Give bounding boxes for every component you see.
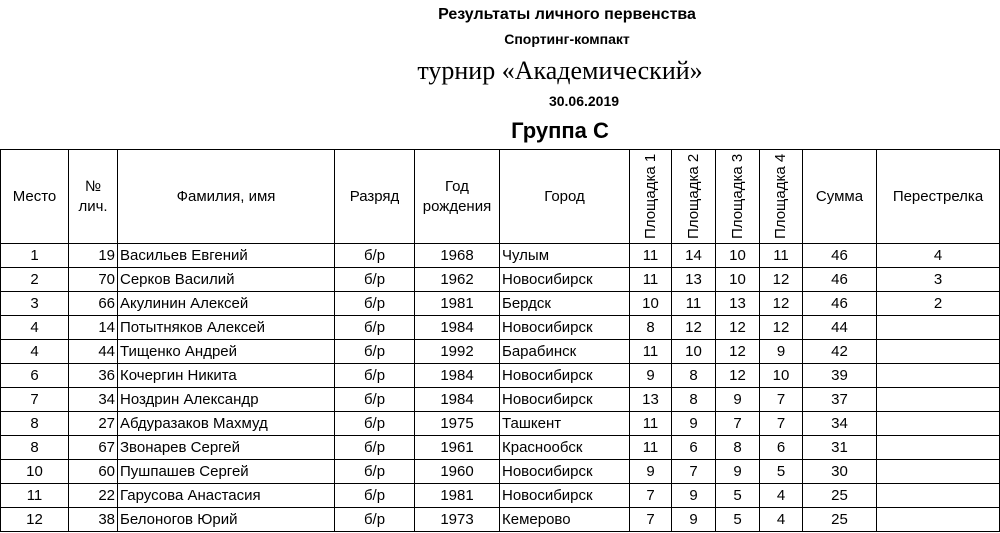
cell-name: Звонарев Сергей	[118, 436, 335, 460]
cell-num: 36	[69, 364, 118, 388]
table-row	[1, 412, 1000, 436]
cell-place: 4	[1, 316, 69, 340]
cell-p3: 9	[716, 388, 760, 412]
table-row	[1, 460, 1000, 484]
cell-sum: 25	[803, 508, 877, 532]
cell-p4: 11	[760, 244, 803, 268]
cell-place: 3	[1, 292, 69, 316]
cell-year: 1984	[415, 388, 500, 412]
col-header-rank: Разряд	[335, 150, 415, 244]
table-row	[1, 268, 1000, 292]
cell-name: Пушпашев Сергей	[118, 460, 335, 484]
col-header-sum: Сумма	[803, 150, 877, 244]
table-row	[1, 508, 1000, 532]
cell-num: 67	[69, 436, 118, 460]
cell-p1: 11	[630, 244, 672, 268]
cell-place: 8	[1, 436, 69, 460]
cell-p1: 11	[630, 340, 672, 364]
cell-num: 38	[69, 508, 118, 532]
cell-p1: 11	[630, 436, 672, 460]
discipline-title: Спортинг-компакт	[504, 31, 630, 47]
cell-num: 44	[69, 340, 118, 364]
col-header-p2	[672, 150, 716, 244]
cell-p2: 8	[672, 388, 716, 412]
cell-p4: 7	[760, 388, 803, 412]
cell-place: 8	[1, 412, 69, 436]
table-row	[1, 292, 1000, 316]
cell-city: Новосибирск	[500, 268, 630, 292]
cell-p1: 9	[630, 460, 672, 484]
cell-city: Новосибирск	[500, 364, 630, 388]
cell-sum: 46	[803, 268, 877, 292]
col-header-p3-label: Площадка 3	[728, 153, 746, 239]
table-header-row	[1, 150, 1000, 244]
results-table	[0, 149, 1000, 532]
cell-p3: 12	[716, 316, 760, 340]
cell-num: 34	[69, 388, 118, 412]
cell-shootoff: 2	[877, 292, 1000, 316]
cell-year: 1981	[415, 484, 500, 508]
cell-year: 1960	[415, 460, 500, 484]
cell-num: 19	[69, 244, 118, 268]
cell-shootoff	[877, 316, 1000, 340]
cell-name: Белоногов Юрий	[118, 508, 335, 532]
cell-place: 10	[1, 460, 69, 484]
col-header-name: Фамилия, имя	[118, 150, 335, 244]
cell-rank: б/р	[335, 292, 415, 316]
col-header-year: Год рождения	[415, 150, 500, 244]
cell-year: 1984	[415, 316, 500, 340]
cell-p2: 6	[672, 436, 716, 460]
cell-year: 1992	[415, 340, 500, 364]
col-header-p1	[630, 150, 672, 244]
cell-rank: б/р	[335, 268, 415, 292]
cell-name: Ноздрин Александр	[118, 388, 335, 412]
cell-place: 11	[1, 484, 69, 508]
table-row	[1, 436, 1000, 460]
cell-rank: б/р	[335, 244, 415, 268]
cell-sum: 46	[803, 292, 877, 316]
cell-p3: 10	[716, 268, 760, 292]
cell-shootoff	[877, 460, 1000, 484]
cell-num: 70	[69, 268, 118, 292]
cell-name: Акулинин Алексей	[118, 292, 335, 316]
cell-sum: 30	[803, 460, 877, 484]
cell-sum: 31	[803, 436, 877, 460]
cell-shootoff	[877, 484, 1000, 508]
table-row	[1, 484, 1000, 508]
cell-shootoff	[877, 364, 1000, 388]
cell-p2: 10	[672, 340, 716, 364]
cell-sum: 37	[803, 388, 877, 412]
cell-p2: 9	[672, 508, 716, 532]
cell-name: Потытняков Алексей	[118, 316, 335, 340]
cell-rank: б/р	[335, 484, 415, 508]
cell-p4: 9	[760, 340, 803, 364]
cell-year: 1984	[415, 364, 500, 388]
cell-year: 1962	[415, 268, 500, 292]
group-title: Группа С	[511, 118, 609, 143]
cell-p3: 7	[716, 412, 760, 436]
cell-rank: б/р	[335, 508, 415, 532]
cell-num: 14	[69, 316, 118, 340]
cell-p2: 7	[672, 460, 716, 484]
cell-shootoff	[877, 340, 1000, 364]
cell-place: 4	[1, 340, 69, 364]
cell-p3: 12	[716, 364, 760, 388]
cell-year: 1973	[415, 508, 500, 532]
cell-city: Новосибирск	[500, 484, 630, 508]
cell-p3: 5	[716, 508, 760, 532]
cell-rank: б/р	[335, 316, 415, 340]
col-header-p1-label: Площадка 1	[641, 153, 659, 239]
col-header-city: Город	[500, 150, 630, 244]
cell-p1: 9	[630, 364, 672, 388]
cell-p3: 10	[716, 244, 760, 268]
cell-place: 2	[1, 268, 69, 292]
cell-sum: 39	[803, 364, 877, 388]
cell-name: Абдуразаков Махмуд	[118, 412, 335, 436]
cell-shootoff: 4	[877, 244, 1000, 268]
cell-p1: 7	[630, 508, 672, 532]
cell-city: Барабинск	[500, 340, 630, 364]
cell-city: Бердск	[500, 292, 630, 316]
cell-p1: 13	[630, 388, 672, 412]
cell-p3: 5	[716, 484, 760, 508]
tournament-date: 30.06.2019	[548, 93, 620, 109]
report-title: Результаты личного первенства	[438, 6, 696, 23]
cell-p4: 4	[760, 508, 803, 532]
cell-p1: 10	[630, 292, 672, 316]
col-header-num: № лич.	[69, 150, 118, 244]
cell-sum: 42	[803, 340, 877, 364]
cell-city: Ташкент	[500, 412, 630, 436]
cell-year: 1968	[415, 244, 500, 268]
cell-sum: 46	[803, 244, 877, 268]
cell-num: 27	[69, 412, 118, 436]
cell-p2: 11	[672, 292, 716, 316]
cell-name: Гарусова Анастасия	[118, 484, 335, 508]
cell-p1: 11	[630, 412, 672, 436]
cell-p3: 13	[716, 292, 760, 316]
cell-p1: 7	[630, 484, 672, 508]
cell-rank: б/р	[335, 460, 415, 484]
cell-rank: б/р	[335, 388, 415, 412]
cell-p2: 8	[672, 364, 716, 388]
cell-shootoff	[877, 436, 1000, 460]
col-header-p2-label: Площадка 2	[684, 153, 702, 239]
cell-p3: 8	[716, 436, 760, 460]
cell-p4: 6	[760, 436, 803, 460]
col-header-shootoff: Перестрелка	[877, 150, 1000, 244]
cell-p2: 14	[672, 244, 716, 268]
cell-year: 1975	[415, 412, 500, 436]
cell-shootoff	[877, 508, 1000, 532]
cell-city: Краснообск	[500, 436, 630, 460]
cell-p2: 9	[672, 412, 716, 436]
cell-shootoff	[877, 412, 1000, 436]
cell-p4: 5	[760, 460, 803, 484]
cell-p2: 13	[672, 268, 716, 292]
cell-name: Васильев Евгений	[118, 244, 335, 268]
cell-p4: 12	[760, 268, 803, 292]
cell-sum: 44	[803, 316, 877, 340]
cell-p4: 10	[760, 364, 803, 388]
table-row	[1, 388, 1000, 412]
table-row	[1, 340, 1000, 364]
table-row	[1, 244, 1000, 268]
cell-shootoff	[877, 388, 1000, 412]
cell-place: 12	[1, 508, 69, 532]
cell-p1: 8	[630, 316, 672, 340]
cell-rank: б/р	[335, 340, 415, 364]
tournament-title: турнир «Академический»	[417, 56, 703, 85]
cell-p2: 12	[672, 316, 716, 340]
col-header-p3	[716, 150, 760, 244]
cell-p1: 11	[630, 268, 672, 292]
cell-city: Кемерово	[500, 508, 630, 532]
cell-rank: б/р	[335, 436, 415, 460]
cell-city: Чулым	[500, 244, 630, 268]
cell-p4: 12	[760, 292, 803, 316]
cell-p4: 12	[760, 316, 803, 340]
cell-name: Кочергин Никита	[118, 364, 335, 388]
cell-sum: 34	[803, 412, 877, 436]
cell-city: Новосибирск	[500, 460, 630, 484]
cell-shootoff: 3	[877, 268, 1000, 292]
col-header-p4-label: Площадка 4	[772, 153, 789, 239]
cell-city: Новосибирск	[500, 388, 630, 412]
col-header-p4	[760, 150, 803, 244]
cell-name: Серков Василий	[118, 268, 335, 292]
cell-num: 22	[69, 484, 118, 508]
cell-year: 1961	[415, 436, 500, 460]
cell-p4: 7	[760, 412, 803, 436]
table-row	[1, 364, 1000, 388]
table-row	[1, 316, 1000, 340]
cell-place: 7	[1, 388, 69, 412]
cell-name: Тищенко Андрей	[118, 340, 335, 364]
col-header-place: Место	[1, 150, 69, 244]
cell-place: 1	[1, 244, 69, 268]
cell-num: 60	[69, 460, 118, 484]
cell-rank: б/р	[335, 412, 415, 436]
cell-p2: 9	[672, 484, 716, 508]
cell-city: Новосибирск	[500, 316, 630, 340]
cell-p3: 12	[716, 340, 760, 364]
cell-p3: 9	[716, 460, 760, 484]
cell-p4: 4	[760, 484, 803, 508]
cell-rank: б/р	[335, 364, 415, 388]
cell-place: 6	[1, 364, 69, 388]
cell-sum: 25	[803, 484, 877, 508]
cell-num: 66	[69, 292, 118, 316]
cell-year: 1981	[415, 292, 500, 316]
